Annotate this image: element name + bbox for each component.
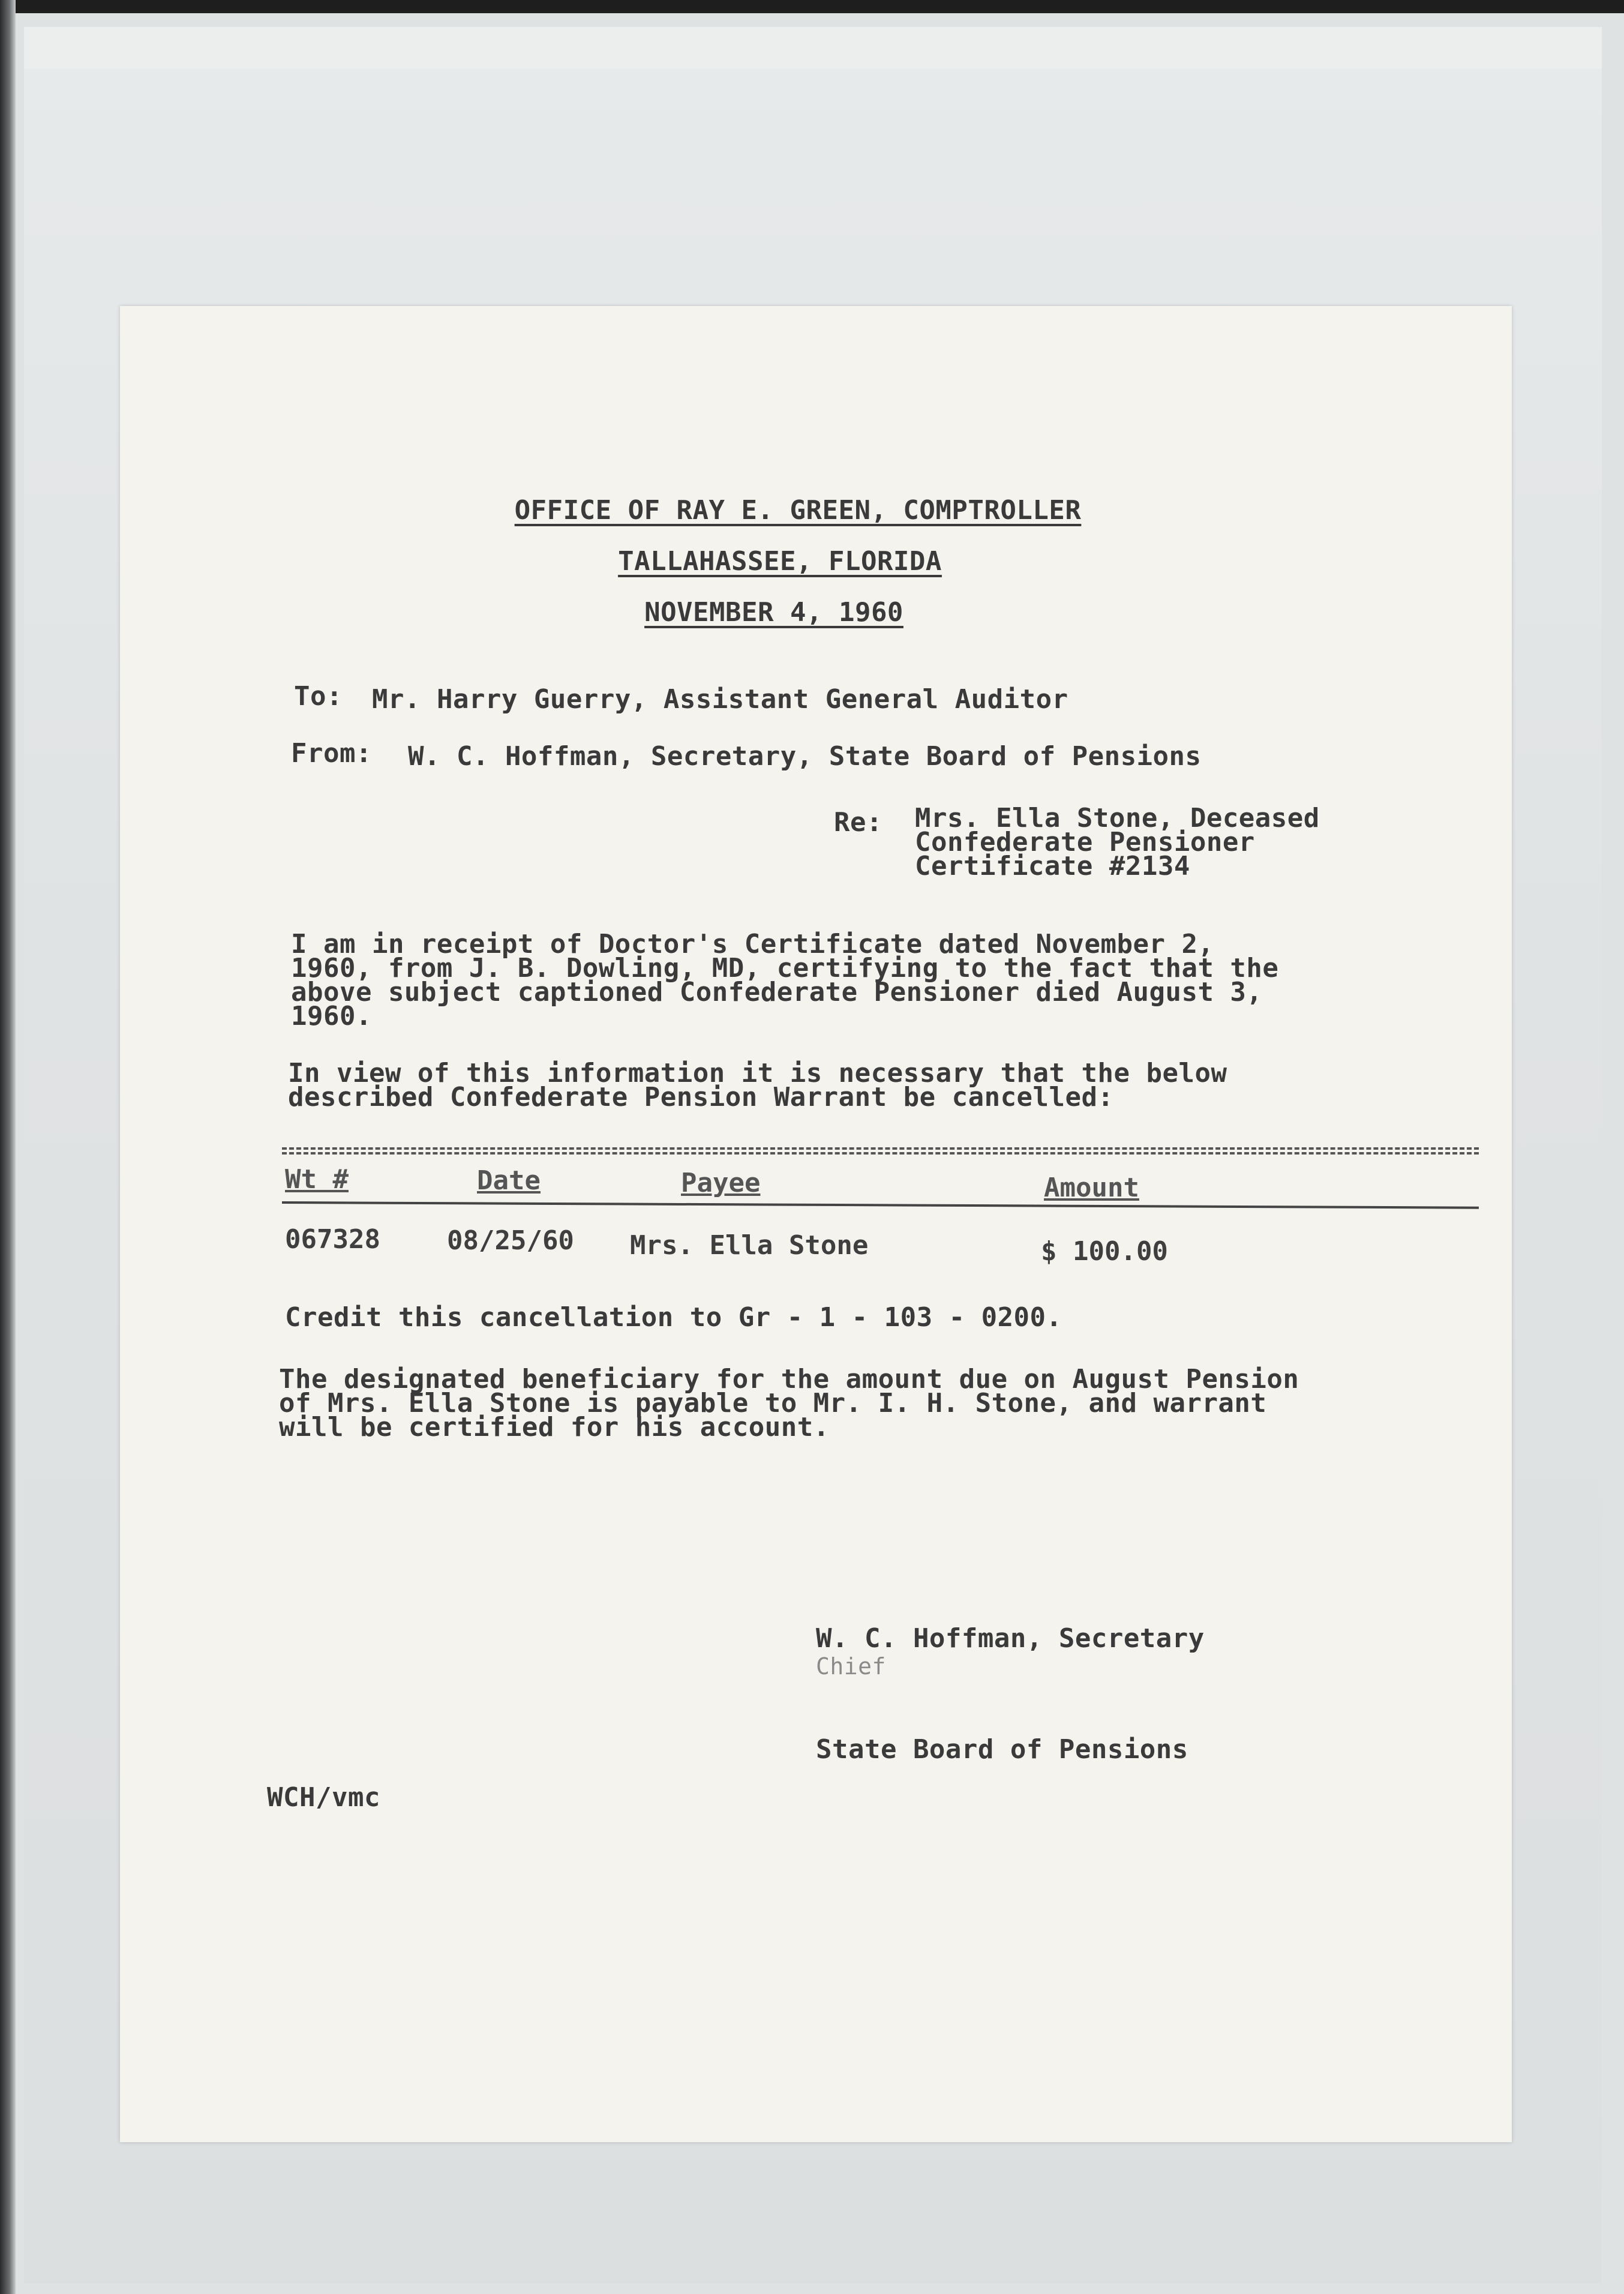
to-value: Mr. Harry Guerry, Assistant General Auditor — [372, 684, 1068, 715]
cell-date: 08/25/60 — [447, 1225, 574, 1256]
header-wt: Wt # — [285, 1164, 349, 1195]
letterhead-office: OFFICE OF RAY E. GREEN, COMPTROLLER — [514, 495, 1082, 526]
letterhead-city: TALLAHASSEE, FLORIDA — [618, 546, 942, 577]
re-line-1: Mrs. Ella Stone, Deceased — [915, 803, 1320, 833]
backing-sheet-top-strip — [24, 27, 1602, 69]
typist-initials: WCH/vmc — [267, 1782, 380, 1813]
table-top-rule-2 — [282, 1152, 1479, 1155]
signature-name: W. C. Hoffman, Secretary — [816, 1623, 1205, 1654]
beneficiary-line-1: The designated beneficiary for the amount due on August Pension — [279, 1364, 1299, 1395]
signature-org: State Board of Pensions — [816, 1734, 1188, 1765]
scanner-edge-top — [0, 0, 1624, 13]
header-payee: Payee — [681, 1168, 761, 1198]
paragraph1-line-4: 1960. — [291, 1001, 372, 1031]
paragraph1-line-2: 1960, from J. B. Dowling, MD, certifying to the fact that the — [291, 953, 1279, 983]
scanner-edge-left — [0, 0, 16, 2294]
table-header-rule — [282, 1201, 1479, 1209]
cell-warrant-number: 067328 — [285, 1224, 380, 1255]
header-date: Date — [477, 1165, 541, 1196]
paragraph2-line-1: In view of this information it is necessary that the below — [288, 1058, 1227, 1088]
re-line-3: Certificate #2134 — [915, 851, 1190, 881]
re-line-2: Confederate Pensioner — [915, 827, 1255, 857]
header-amount: Amount — [1044, 1173, 1139, 1203]
paragraph1-line-1: I am in receipt of Doctor's Certificate dated November 2, — [291, 929, 1214, 959]
signature-faint-chief: Chief — [816, 1653, 886, 1680]
table-top-rule — [282, 1147, 1479, 1150]
to-label: To: — [294, 681, 343, 712]
re-label: Re: — [834, 807, 882, 838]
paragraph2-line-2: described Confederate Pension Warrant be cancelled: — [288, 1082, 1114, 1112]
beneficiary-line-3: will be certified for his account. — [279, 1412, 830, 1443]
credit-line: Credit this cancellation to Gr - 1 - 103 - 0200. — [285, 1302, 1062, 1333]
from-label: From: — [291, 738, 372, 769]
cell-amount: $ 100.00 — [1041, 1236, 1168, 1267]
memo-page — [120, 306, 1512, 2142]
letterhead-date: NOVEMBER 4, 1960 — [644, 597, 903, 628]
paragraph1-line-3: above subject captioned Confederate Pensioner died August 3, — [291, 977, 1263, 1007]
beneficiary-line-2: of Mrs. Ella Stone is payable to Mr. I. H. Stone, and warrant — [279, 1388, 1267, 1419]
from-value: W. C. Hoffman, Secretary, State Board of Pensions — [408, 741, 1202, 772]
cell-payee: Mrs. Ella Stone — [630, 1230, 869, 1261]
